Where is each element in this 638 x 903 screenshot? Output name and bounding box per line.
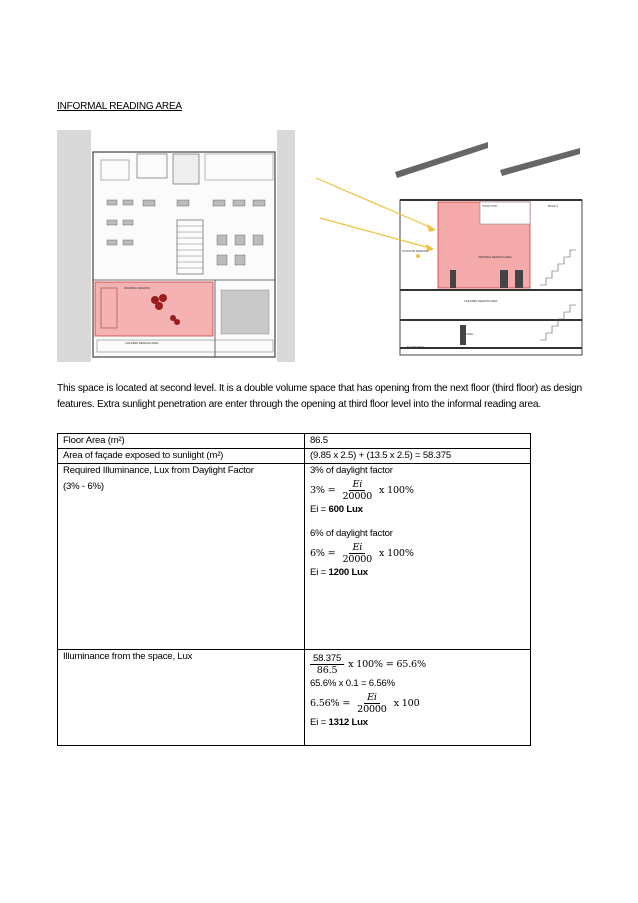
description-paragraph: This space is located at second level. It is a double volume space that has opening from the next floor (third floor) as design features. Extra sunlight penetration are enter through the opening at third floor level into the informal reading area. xyxy=(57,383,582,410)
required-illuminance-value xyxy=(305,464,531,650)
floor-area-value: 86.5 xyxy=(305,434,531,449)
df6-fraction xyxy=(340,542,376,565)
df6-result-prefix: Ei = xyxy=(310,567,329,578)
df3-title: 3% of daylight factor xyxy=(310,465,393,476)
facade-area-value: (9.85 x 2.5) + (13.5 x 2.5) = 58.375 xyxy=(305,449,531,464)
calculation-table xyxy=(57,433,531,746)
required-illuminance-label xyxy=(58,464,305,650)
df6-result-value: 1200 Lux xyxy=(328,567,368,578)
section-label-children: CHILDREN READING AREA xyxy=(464,300,498,303)
floor-plan-figure xyxy=(57,130,295,362)
space-ei-fraction xyxy=(354,692,390,715)
space-ei-result xyxy=(310,717,525,729)
percentage-line: 65.6% x 0.1 = 6.56% xyxy=(310,678,396,689)
space-ei-result-value: 1312 Lux xyxy=(328,717,368,728)
df3-result xyxy=(310,504,525,516)
section-label-outdoor: OUTDOOR READING xyxy=(402,250,428,253)
section-label-study-pod: STUDY POD xyxy=(482,205,498,208)
df6-title: 6% of daylight factor xyxy=(310,528,393,539)
table-row xyxy=(58,464,531,650)
ratio-fraction xyxy=(310,653,344,676)
floor-area-label: Floor Area (m²) xyxy=(58,434,305,449)
df3-lhs: 3% = xyxy=(310,484,336,496)
required-illuminance-line1: Required Illuminance, Lux from Daylight Factor xyxy=(63,465,254,476)
required-illuminance-line2: (3% - 6%) xyxy=(63,481,104,492)
space-illuminance-label: Illuminance from the space, Lux xyxy=(58,650,305,746)
table-row xyxy=(58,650,531,746)
space-illuminance-value xyxy=(305,650,531,746)
plan-label-informal: INFORMAL READING xyxy=(124,287,150,290)
ratio-rhs: x 100% = 65.6% xyxy=(348,658,426,670)
df3-equation xyxy=(310,479,525,502)
section-label-cafe: CAFE xyxy=(466,333,473,336)
space-ei-denominator: 20000 xyxy=(357,704,387,715)
ratio-equation xyxy=(310,653,525,676)
df6-numerator: Ei xyxy=(349,542,365,554)
df3-numerator: Ei xyxy=(349,479,365,491)
df3-result-value: 600 Lux xyxy=(328,504,363,515)
space-ei-lhs: 6.56% = xyxy=(310,697,351,709)
plan-label-children: CHILDREN READING AREA xyxy=(125,342,159,345)
section-figure xyxy=(300,130,585,358)
section-label-informal: INFORMAL READING AREA xyxy=(478,256,512,259)
df3-fraction xyxy=(340,479,376,502)
df3-denominator: 20000 xyxy=(342,491,373,502)
space-ei-rhs: x 100 xyxy=(393,697,420,709)
section-label-walkway: 5m WALKWAY xyxy=(407,346,425,349)
facade-area-label: Area of façade exposed to sunlight (m²) xyxy=(58,449,305,464)
df3-rhs: x 100% xyxy=(379,484,414,496)
df6-lhs: 6% = xyxy=(310,547,336,559)
df6-equation xyxy=(310,542,525,565)
section-label-books: BOOK S xyxy=(548,205,558,208)
table-row xyxy=(58,434,531,449)
space-ei-numerator: Ei xyxy=(364,692,380,704)
ratio-numerator: 58.375 xyxy=(310,653,344,665)
space-ei-equation xyxy=(310,692,525,715)
table-row xyxy=(58,449,531,464)
df6-result xyxy=(310,567,525,579)
space-ei-result-prefix: Ei = xyxy=(310,717,329,728)
df3-result-prefix: Ei = xyxy=(310,504,329,515)
df6-denominator: 20000 xyxy=(342,554,373,565)
df6-rhs: x 100% xyxy=(379,547,414,559)
section-heading: INFORMAL READING AREA xyxy=(57,101,182,112)
ratio-denominator: 86.5 xyxy=(316,665,338,676)
